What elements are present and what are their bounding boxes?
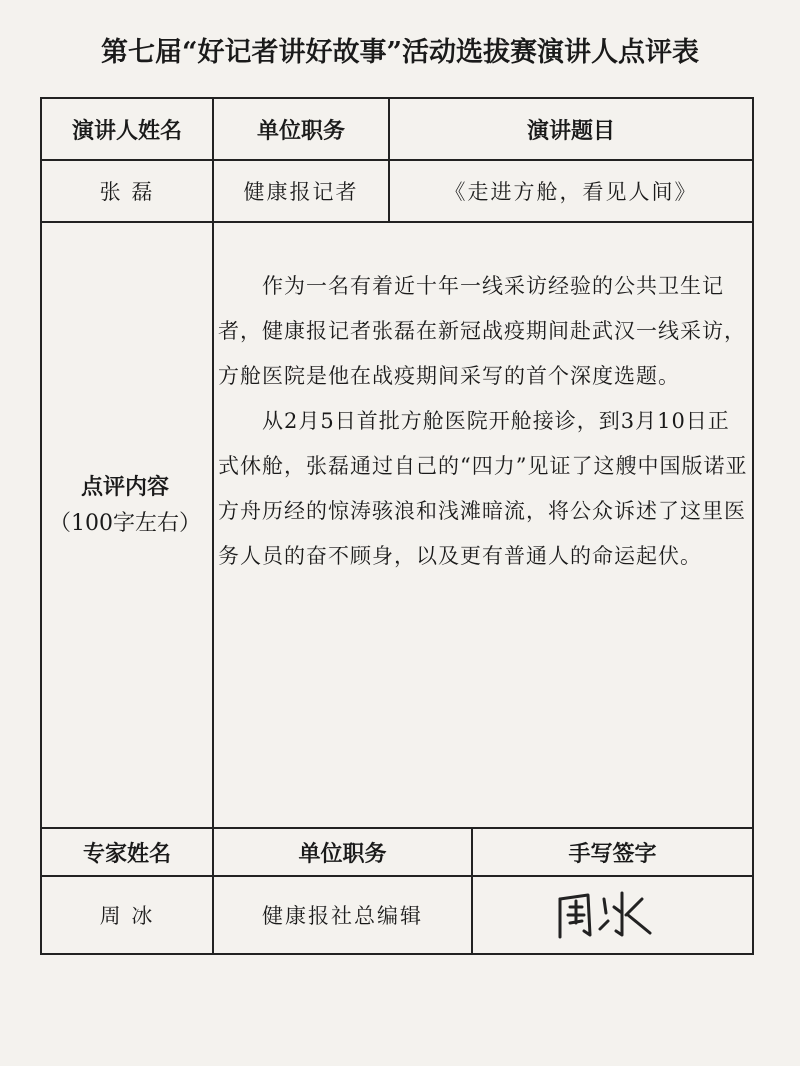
- comment-content: [218, 264, 748, 579]
- comment-paragraph: 作为一名有着近十年一线采访经验的公共卫生记者，健康报记者张磊在新冠战疫期间赴武汉一线采访，方舱医院是他在战疫期间采写的首个深度选题。: [218, 274, 746, 388]
- speaker-position: 健康报记者: [243, 180, 359, 204]
- row-divider: [42, 221, 752, 223]
- expert-position: 健康报社总编辑: [262, 904, 423, 928]
- speech-topic: 《走进方舱，看见人间》: [444, 180, 698, 204]
- expert-name-header: 专家姓名: [82, 841, 171, 867]
- speaker-name-header: 演讲人姓名: [71, 118, 182, 144]
- comment-label: 点评内容: [80, 475, 169, 500]
- speech-topic-header: 演讲题目: [526, 118, 615, 144]
- signature-header: 手写签字: [568, 841, 657, 867]
- expert-name: 周 冰: [99, 904, 155, 928]
- comment-label-note: （100字左右）: [49, 511, 201, 536]
- column-divider: [212, 99, 214, 953]
- speaker-position-header: 单位职务: [256, 118, 345, 144]
- comment-paragraph: 从2月5日首批方舱医院开舱接诊，到3月10日正式休舱，张磊通过自己的“四力”见证了这艘中国版诺亚方舟历经的惊涛骇浪和浅滩暗流，将公众诉述了这里医务人员的奋不顾身，以及更有普通人的命运起伏。: [218, 409, 748, 568]
- form-title: 第七届“好记者讲好故事”活动选拔赛演讲人点评表: [100, 37, 700, 68]
- signature-image: [538, 885, 688, 945]
- comment-label-block: [40, 470, 210, 542]
- expert-position-header: 单位职务: [298, 841, 387, 867]
- speaker-name: 张 磊: [99, 180, 155, 204]
- handwritten-signature: [473, 877, 752, 953]
